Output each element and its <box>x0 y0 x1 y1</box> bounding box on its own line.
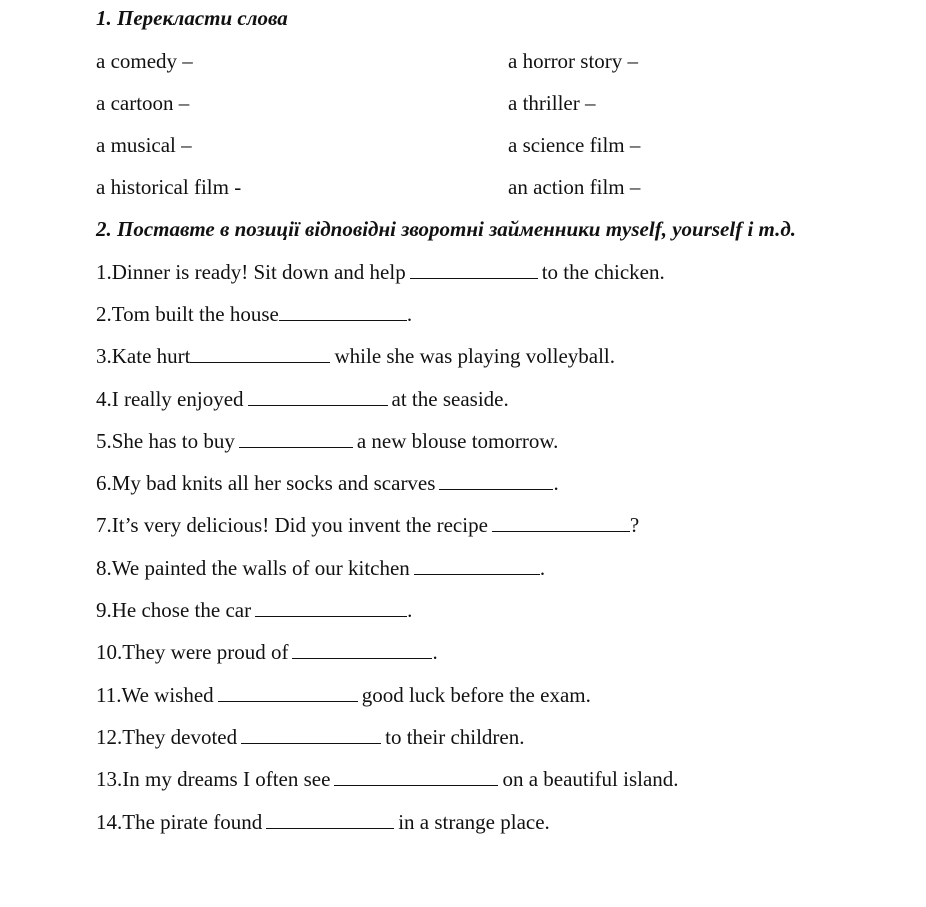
sentence-12-before: 12.They devoted <box>96 725 238 749</box>
sentence-12-blank <box>241 726 381 744</box>
word-left-3: a musical – <box>96 133 192 157</box>
sentence-11-before: 11.We wished <box>96 683 214 707</box>
sentence-4-blank <box>248 388 388 406</box>
word-right-1: a horror story – <box>508 49 639 73</box>
sentence-1-after: to the chicken. <box>541 260 665 284</box>
sentence-10-before: 10.They were proud of <box>96 640 289 664</box>
sentence-13 <box>96 767 679 792</box>
word-right-2: a thriller – <box>508 91 596 115</box>
sentence-4-before: 4.I really enjoyed <box>96 387 244 411</box>
sentence-6-after: . <box>553 471 559 495</box>
sentence-6-blank <box>439 472 553 490</box>
word-left-2: a cartoon – <box>96 91 190 115</box>
section1-heading: 1. Перекласти слова <box>96 6 288 30</box>
sentence-1-before: 1.Dinner is ready! Sit down and help <box>96 260 406 284</box>
sentence-5 <box>96 429 558 454</box>
sentence-14-after: in a strange place. <box>398 810 550 834</box>
sentence-10-after: . <box>432 640 438 664</box>
sentence-14 <box>96 810 550 835</box>
word-left-4: a historical film - <box>96 175 242 199</box>
sentence-12 <box>96 725 525 750</box>
sentence-9 <box>96 598 412 623</box>
sentence-8 <box>96 556 545 581</box>
sentence-8-blank <box>414 557 540 575</box>
sentence-9-blank <box>255 599 407 617</box>
sentence-3-before: 3.Kate hurt <box>96 344 191 368</box>
sentence-7 <box>96 513 639 538</box>
sentence-7-before: 7.It’s very delicious! Did you invent the recipe <box>96 513 488 537</box>
sentence-6-before: 6.My bad knits all her socks and scarves <box>96 471 436 495</box>
sentence-8-before: 8.We painted the walls of our kitchen <box>96 556 410 580</box>
sentence-3-blank <box>190 345 330 363</box>
sentence-10 <box>96 640 438 665</box>
sentence-13-before: 13.In my dreams I often see <box>96 767 331 791</box>
sentence-5-blank <box>239 430 353 448</box>
sentence-12-after: to their children. <box>385 725 525 749</box>
sentence-2-after: . <box>406 302 413 326</box>
sentence-11-blank <box>218 684 358 702</box>
word-right-4: an action film – <box>508 175 641 199</box>
sentence-8-after: . <box>539 556 546 580</box>
sentence-5-after: a new blouse tomorrow. <box>356 429 559 453</box>
sentence-7-blank <box>492 514 630 532</box>
sentence-14-before: 14.The pirate found <box>96 810 263 834</box>
sentence-5-before: 5.She has to buy <box>96 429 235 453</box>
sentence-11-after: good luck before the exam. <box>361 683 591 707</box>
word-left-1: a comedy – <box>96 49 193 73</box>
sentence-13-blank <box>334 768 498 786</box>
sentence-2-before: 2.Tom built the house <box>96 302 279 326</box>
sentence-9-before: 9.He chose the car <box>96 598 252 622</box>
sentence-3 <box>96 344 615 369</box>
word-right-3: a science film – <box>508 133 641 157</box>
sentence-6 <box>96 471 559 496</box>
sentence-2 <box>96 302 412 327</box>
sentence-13-after: on a beautiful island. <box>502 767 679 791</box>
sentence-2-blank <box>279 303 407 321</box>
sentence-10-blank <box>292 641 432 659</box>
sentence-4 <box>96 387 509 412</box>
sentence-11 <box>96 683 591 708</box>
sentence-4-after: at the seaside. <box>391 387 509 411</box>
sentence-7-after: ? <box>629 513 640 537</box>
sentence-9-after: . <box>407 598 413 622</box>
sentence-1 <box>96 260 665 285</box>
sentence-3-after: while she was playing volleyball. <box>334 344 616 368</box>
sentence-14-blank <box>266 811 394 829</box>
section2-heading: 2. Поставте в позиції відповідні зворотні займенники myself, yourself і т.д. <box>96 217 797 241</box>
sentence-1-blank <box>410 261 538 279</box>
